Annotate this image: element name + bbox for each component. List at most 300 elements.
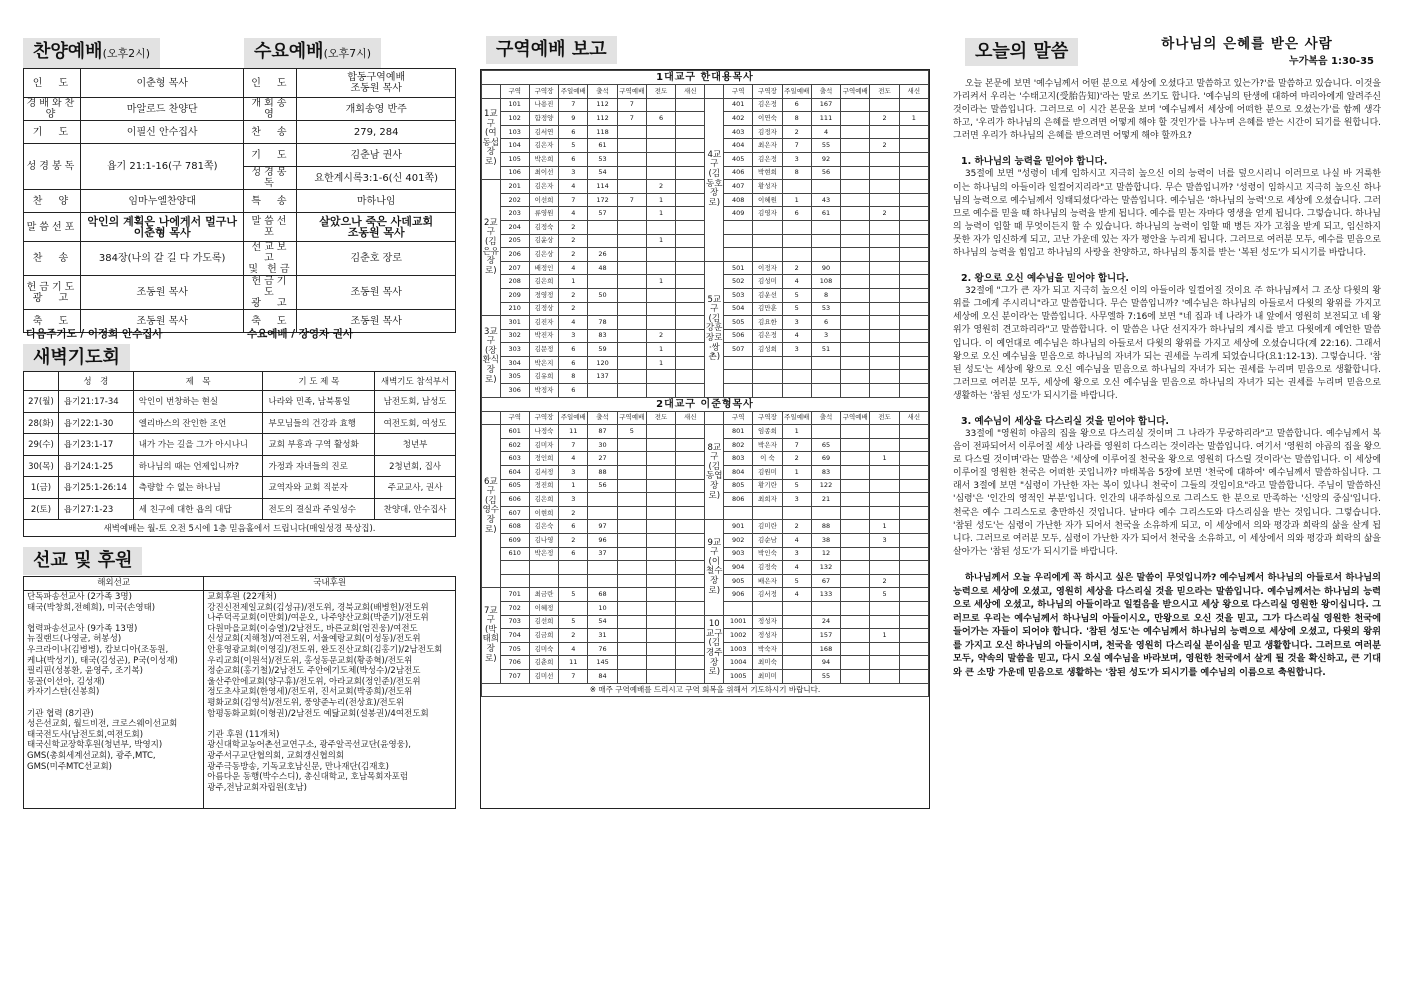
dawn-cell: 나라와 민족, 남북통일 [263, 391, 375, 413]
worship-header [23, 38, 160, 68]
service-value: 개회송영 반주 [297, 98, 456, 121]
district-cell: 김금희 [529, 629, 558, 643]
district-cell: 2 [646, 329, 675, 343]
district-cell [646, 261, 675, 275]
district-cell: 1 [646, 275, 675, 289]
district-cell [841, 220, 870, 234]
district-cell: 55 [811, 669, 840, 683]
report-header-row [482, 85, 929, 99]
district-cell: 김은자 [529, 139, 558, 153]
dawn-cell: 28(화) [24, 412, 59, 434]
district-cell [676, 166, 705, 180]
district-cell [899, 588, 928, 602]
district-cell: 30 [588, 438, 617, 452]
district-cell [899, 370, 928, 384]
district-cell: 김진자 [529, 316, 558, 330]
district-cell: 박인숙 [753, 547, 782, 561]
district-cell: 이선희 [529, 193, 558, 207]
district-cell: 4 [782, 329, 811, 343]
district-cell [646, 656, 675, 670]
district-cell: 김정상 [529, 302, 558, 316]
district-cell: 4 [559, 642, 588, 656]
district-cell [676, 642, 705, 656]
service-row [24, 121, 456, 144]
district-cell [870, 180, 899, 194]
mission-line: 우크라이나(김병병), 캄보디아(조동원, [27, 644, 169, 655]
district-cell: 24 [811, 615, 840, 629]
district-cell: 5 [870, 588, 899, 602]
district-cell: 905 [724, 574, 753, 588]
district-cell: 802 [724, 438, 753, 452]
district-cell [841, 112, 870, 126]
district-cell: 6 [782, 98, 811, 112]
district-cell [753, 356, 782, 370]
district-cell: 118 [588, 125, 617, 139]
dawn-cell: 30(목) [24, 455, 59, 477]
district-cell [646, 642, 675, 656]
district-cell: 7 [559, 98, 588, 112]
district-cell [646, 152, 675, 166]
district-cell [676, 125, 705, 139]
district-cell: 2 [782, 261, 811, 275]
district-cell [676, 588, 705, 602]
district-cell: 김미선 [529, 669, 558, 683]
district-cell: 53 [588, 152, 617, 166]
district-cell: 1 [899, 112, 928, 126]
district-cell [559, 601, 588, 615]
district-cell: 204 [500, 220, 529, 234]
district-cell [588, 384, 617, 398]
district-cell: 145 [588, 656, 617, 670]
district-cell: 102 [500, 112, 529, 126]
district-cell [870, 329, 899, 343]
dawn-cell: 욥기24:1-25 [58, 455, 133, 477]
district-cell [870, 479, 899, 493]
service-value: 살았으나 죽은 사데교회 조동원 목사 [297, 213, 456, 242]
district-cell [782, 248, 811, 262]
district-cell: 8 [559, 370, 588, 384]
service-value: 이필신 안수집사 [80, 121, 244, 144]
district-cell: 607 [500, 506, 529, 520]
word-title: 오늘의 말씀 [965, 38, 1078, 66]
district-cell: 207 [500, 261, 529, 275]
district-cell [646, 384, 675, 398]
district-report-table [481, 70, 929, 697]
district-cell [617, 180, 646, 194]
district-cell: 903 [724, 547, 753, 561]
district-cell [899, 384, 928, 398]
mission-line: 단독파송선교사 (2가족 3명) [27, 592, 132, 602]
district-cell: 132 [811, 561, 840, 575]
district-cell: 5 [782, 574, 811, 588]
district-cell: 김정숙 [753, 561, 782, 575]
district-cell: 이연숙 [753, 112, 782, 126]
district-cell [870, 669, 899, 683]
district-cell [500, 561, 529, 575]
district-cell: 301 [500, 316, 529, 330]
district-cell [899, 234, 928, 248]
sermon-intro: 오늘 본문에 보면 '예수님께서 어떤 분으로 세상에 오셨다고 말씀하고 있는가?'를 말씀하고 있습니다. 이것을 가리켜서 우리는 '수태고지(受胎告知)'라는 말로 쓰기도 합니다. '예수님의 탄생에 대하여 마리아에게 알려주신 것이라는 말씀입니다. 그러므로 이 시간 본문을 보며 '예수님께서 세상에 어떠한 분으로 오셨는가'를 함께 생각하고, '우리가 하나님의 은혜를 받으려면 어떻게 해야 할 것인가'를 나누며 은혜를 받는 시간이 되기를 원합니다. 그러면 우리가 하나님의 은혜를 받으려면 어떻게 해야 할까요? [953, 79, 1381, 142]
district-cell [899, 275, 928, 289]
district-cell: 57 [588, 207, 617, 221]
district-cell [870, 356, 899, 370]
report-header-cell: 출석 [588, 411, 617, 425]
district-cell: 21 [811, 493, 840, 507]
mission-line: 태국전도사(남전도회,여전도회) [27, 729, 144, 740]
district-cell: 601 [500, 425, 529, 439]
district-cell [899, 466, 928, 480]
report-header-cell: 구역장 [753, 411, 782, 425]
report-title: 구역예배 보고 [486, 36, 617, 64]
district-cell: 이혜정 [529, 601, 558, 615]
district-cell: 2 [782, 452, 811, 466]
district-cell [676, 574, 705, 588]
district-cell: 405 [724, 152, 753, 166]
wed-prayer-note: 수요예배 / 장영자 권사 [247, 328, 354, 340]
district-cell [617, 601, 646, 615]
district-cell [676, 384, 705, 398]
district-cell [782, 656, 811, 670]
district-cell: 김원미 [753, 466, 782, 480]
district-cell: 2 [782, 520, 811, 534]
dawn-cell: 주교교사, 권사 [375, 477, 456, 499]
district-cell [870, 98, 899, 112]
district-cell: 배정인 [529, 261, 558, 275]
district-cell: 4 [559, 207, 588, 221]
district-cell [899, 316, 928, 330]
district-cell [841, 588, 870, 602]
service-value: 악인의 계획은 나에게서 멀구나 이춘형 목사 [80, 213, 244, 242]
district-cell: 김미란 [753, 520, 782, 534]
district-cell: 4 [559, 180, 588, 194]
district-cell: 409 [724, 207, 753, 221]
mission-line: 기관 후원 (11개처) [207, 729, 280, 740]
dawn-row [24, 391, 456, 413]
district-cell: 김유희 [529, 370, 558, 384]
next-week-prayer: 다음주기도 / 이정희 안수집사 [26, 328, 163, 340]
district-cell: 최은자 [753, 139, 782, 153]
dawn-cell: 측량할 수 없는 하나님 [133, 477, 263, 499]
district-leader: 8교구(김동엽 장로) [705, 425, 724, 520]
district-row [482, 98, 929, 112]
district-cell: 12 [811, 547, 840, 561]
mission-line: 태국(박창희,전혜희), 미국(손영태) [27, 602, 156, 613]
district-cell [617, 261, 646, 275]
district-cell: 김은자 [529, 180, 558, 194]
district-cell [676, 656, 705, 670]
district-cell: 2 [559, 288, 588, 302]
district-cell: 6 [559, 547, 588, 561]
district-cell [899, 642, 928, 656]
district-cell: 1 [646, 207, 675, 221]
district-cell [870, 370, 899, 384]
district-cell [841, 139, 870, 153]
district-cell: 7 [617, 112, 646, 126]
district-cell [782, 356, 811, 370]
mission-line: 교회후원 (22개처) [207, 592, 277, 602]
district-cell [676, 615, 705, 629]
word-header [965, 38, 1078, 66]
service-value: 마알로드 찬양단 [80, 98, 244, 121]
district-cell: 1004 [724, 656, 753, 670]
domestic-header: 국내후원 [204, 577, 456, 591]
district-cell [841, 329, 870, 343]
service-label: 찬 송 [24, 242, 81, 276]
district-cell: 최금란 [529, 588, 558, 602]
report-header-cell: 출석 [588, 85, 617, 99]
district-cell: 김서연 [529, 125, 558, 139]
district-cell [617, 166, 646, 180]
district-cell: 김은정 [753, 329, 782, 343]
district-cell: 4 [782, 588, 811, 602]
service-row [24, 190, 456, 213]
district-cell [588, 220, 617, 234]
dawn-header-cell: 기 도 제 목 [263, 372, 375, 391]
district-cell [841, 234, 870, 248]
district-leader: 5교구(김강훈 장로·쌍촌) [705, 261, 724, 397]
district-cell [646, 139, 675, 153]
district-cell [676, 520, 705, 534]
district-cell: 31 [588, 629, 617, 643]
report-header-cell: 구역예배 [841, 411, 870, 425]
district-cell: 정성자 [753, 629, 782, 643]
district-leader: 9교구(이철수 장로) [705, 520, 724, 615]
district-cell [646, 534, 675, 548]
district-cell: 112 [588, 112, 617, 126]
district-cell: 4 [782, 561, 811, 575]
district-cell: 2 [870, 207, 899, 221]
district-cell: 김윤상 [529, 234, 558, 248]
district-cell [870, 656, 899, 670]
district-cell [588, 302, 617, 316]
district-cell [646, 615, 675, 629]
district-cell [899, 125, 928, 139]
district-cell [646, 479, 675, 493]
district-cell: 김운선 [753, 288, 782, 302]
dawn-cell: 엘리바스의 잔인한 조언 [133, 412, 263, 434]
district-cell: 2 [559, 248, 588, 262]
dawn-cell: 욥기23:1-17 [58, 434, 133, 456]
district-cell: 67 [811, 574, 840, 588]
wed-time: (오후7시) [323, 47, 372, 60]
district-cell: 27 [588, 452, 617, 466]
wed-header [244, 38, 381, 68]
district-cell [588, 506, 617, 520]
service-label: 기 도 [244, 144, 297, 167]
district-cell [899, 329, 928, 343]
worship-time: (오후2시) [102, 47, 151, 60]
district-cell: 133 [811, 588, 840, 602]
district-cell: 7 [782, 438, 811, 452]
district-cell [676, 207, 705, 221]
district-cell: 406 [724, 166, 753, 180]
report-header [486, 36, 617, 64]
district-cell [646, 669, 675, 683]
district-cell: 108 [811, 275, 840, 289]
district-cell [870, 302, 899, 316]
district-cell: 2 [559, 629, 588, 643]
district-cell [782, 601, 811, 615]
district-cell [646, 438, 675, 452]
district-cell [841, 425, 870, 439]
dawn-cell: 부모님들의 건강과 효행 [263, 412, 375, 434]
district-cell: 94 [811, 656, 840, 670]
district-cell [841, 669, 870, 683]
district-cell [676, 343, 705, 357]
district-cell [676, 302, 705, 316]
district-cell [841, 356, 870, 370]
district-cell [617, 669, 646, 683]
district-cell [782, 370, 811, 384]
district-cell [617, 356, 646, 370]
district-cell: 6 [559, 343, 588, 357]
mission-line [27, 698, 200, 709]
district-cell: 69 [811, 452, 840, 466]
district-cell: 503 [724, 288, 753, 302]
district-cell: 김미숙 [529, 642, 558, 656]
dawn-cell: 내가 가는 길을 그가 아시나니 [133, 434, 263, 456]
district-cell [617, 125, 646, 139]
report-header-cell: 구역예배 [617, 411, 646, 425]
service-order-table [23, 68, 456, 333]
district-cell: 김성미 [753, 275, 782, 289]
report-header-cell: 새신 [899, 411, 928, 425]
district-cell: 114 [588, 180, 617, 194]
district-cell [870, 343, 899, 357]
district-cell: 305 [500, 370, 529, 384]
district-cell [676, 601, 705, 615]
district-cell: 1 [870, 629, 899, 643]
district-cell [646, 466, 675, 480]
district-cell [841, 384, 870, 398]
dawn-cell: 세 친구에 대한 욥의 대답 [133, 498, 263, 520]
district-cell [899, 98, 928, 112]
district-cell: 61 [811, 207, 840, 221]
dawn-cell: 1(금) [24, 477, 59, 499]
district-cell: 4 [559, 316, 588, 330]
district-cell: 김은희 [529, 493, 558, 507]
district-cell [899, 601, 928, 615]
report-header-cell: 전도 [646, 411, 675, 425]
district-cell [617, 248, 646, 262]
district-cell [617, 574, 646, 588]
district-cell: 606 [500, 493, 529, 507]
dawn-header-cell [24, 372, 59, 391]
district-cell: 2 [559, 506, 588, 520]
blank-cell [482, 411, 501, 425]
dawn-header-cell: 성 경 [58, 372, 133, 391]
mission-line: 평화교회(김영석)/전도위, 풍양준누리(전상효)/전도위 [207, 697, 405, 708]
district-cell [841, 520, 870, 534]
district-cell [811, 356, 840, 370]
district-cell: 2 [559, 302, 588, 316]
district-cell [899, 220, 928, 234]
service-row [24, 213, 456, 242]
mission-line: 함평동화교회(이형권)/2남전도 예닮교회(설봉권)/4여전도회 [207, 708, 429, 719]
district-cell [646, 452, 675, 466]
district-cell [617, 520, 646, 534]
district-cell [841, 125, 870, 139]
district-cell [811, 425, 840, 439]
dawn-header [23, 344, 130, 372]
district-cell: 정성자 [753, 615, 782, 629]
district-cell [811, 234, 840, 248]
district-cell [841, 534, 870, 548]
district-cell: 111 [811, 112, 840, 126]
district-cell [646, 98, 675, 112]
district-cell: 김선희 [529, 615, 558, 629]
district-report [480, 69, 930, 809]
district-cell: 임종희 [753, 425, 782, 439]
dawn-cell: 욥기22:1-30 [58, 412, 133, 434]
district-cell: 902 [724, 534, 753, 548]
district-cell [841, 275, 870, 289]
district-cell [559, 574, 588, 588]
point-2-heading: 2. 왕으로 오신 예수님을 믿어야 합니다. [961, 273, 1130, 285]
district-cell: 48 [588, 261, 617, 275]
district-cell: 김요한 [753, 316, 782, 330]
district-cell [870, 561, 899, 575]
dawn-row [24, 477, 456, 499]
service-value: 조동원 목사 [297, 310, 456, 333]
district-cell: 5 [559, 588, 588, 602]
district-cell [870, 234, 899, 248]
district-cell [841, 370, 870, 384]
district-cell: 504 [724, 302, 753, 316]
district-cell [676, 261, 705, 275]
district-cell: 나정숙 [529, 425, 558, 439]
district-cell: 이혜원 [753, 193, 782, 207]
district-cell: 김은상 [529, 248, 558, 262]
district-cell [724, 356, 753, 370]
mission-line: 광주서구교단협의회, 교회갱신협의회 [207, 750, 345, 761]
district-cell [870, 193, 899, 207]
district-cell [617, 438, 646, 452]
district-cell [676, 275, 705, 289]
district-cell [617, 234, 646, 248]
district-cell: 101 [500, 98, 529, 112]
district-cell [646, 288, 675, 302]
district-cell [899, 438, 928, 452]
district-cell: 43 [811, 193, 840, 207]
service-label: 인 도 [24, 69, 81, 98]
district-cell: 7 [617, 98, 646, 112]
report-header-cell: 구역장 [753, 85, 782, 99]
dawn-row [24, 455, 456, 477]
sermon-reference: 누가복음 1:30-35 [1288, 56, 1374, 67]
dawn-cell: 하나님의 때는 언제입니까? [133, 455, 263, 477]
district-cell: 304 [500, 356, 529, 370]
district-cell [646, 248, 675, 262]
district-cell [676, 356, 705, 370]
service-value: 조동원 목사 [80, 276, 244, 310]
district-cell [500, 574, 529, 588]
district-cell: 306 [500, 384, 529, 398]
district-cell [588, 493, 617, 507]
district-cell [588, 574, 617, 588]
district-cell [899, 261, 928, 275]
district-cell [676, 534, 705, 548]
district-cell [676, 370, 705, 384]
district-leader: 6교구(김영수 장로) [482, 425, 501, 588]
district-cell [899, 547, 928, 561]
district-cell: 202 [500, 193, 529, 207]
district-cell: 53 [811, 302, 840, 316]
mission-line: 아름다운 동행(박수스디), 총신대학교, 호남목회자포럼 [207, 772, 409, 783]
district-cell: 203 [500, 207, 529, 221]
mission-line [207, 719, 452, 730]
district-cell: 3 [559, 493, 588, 507]
